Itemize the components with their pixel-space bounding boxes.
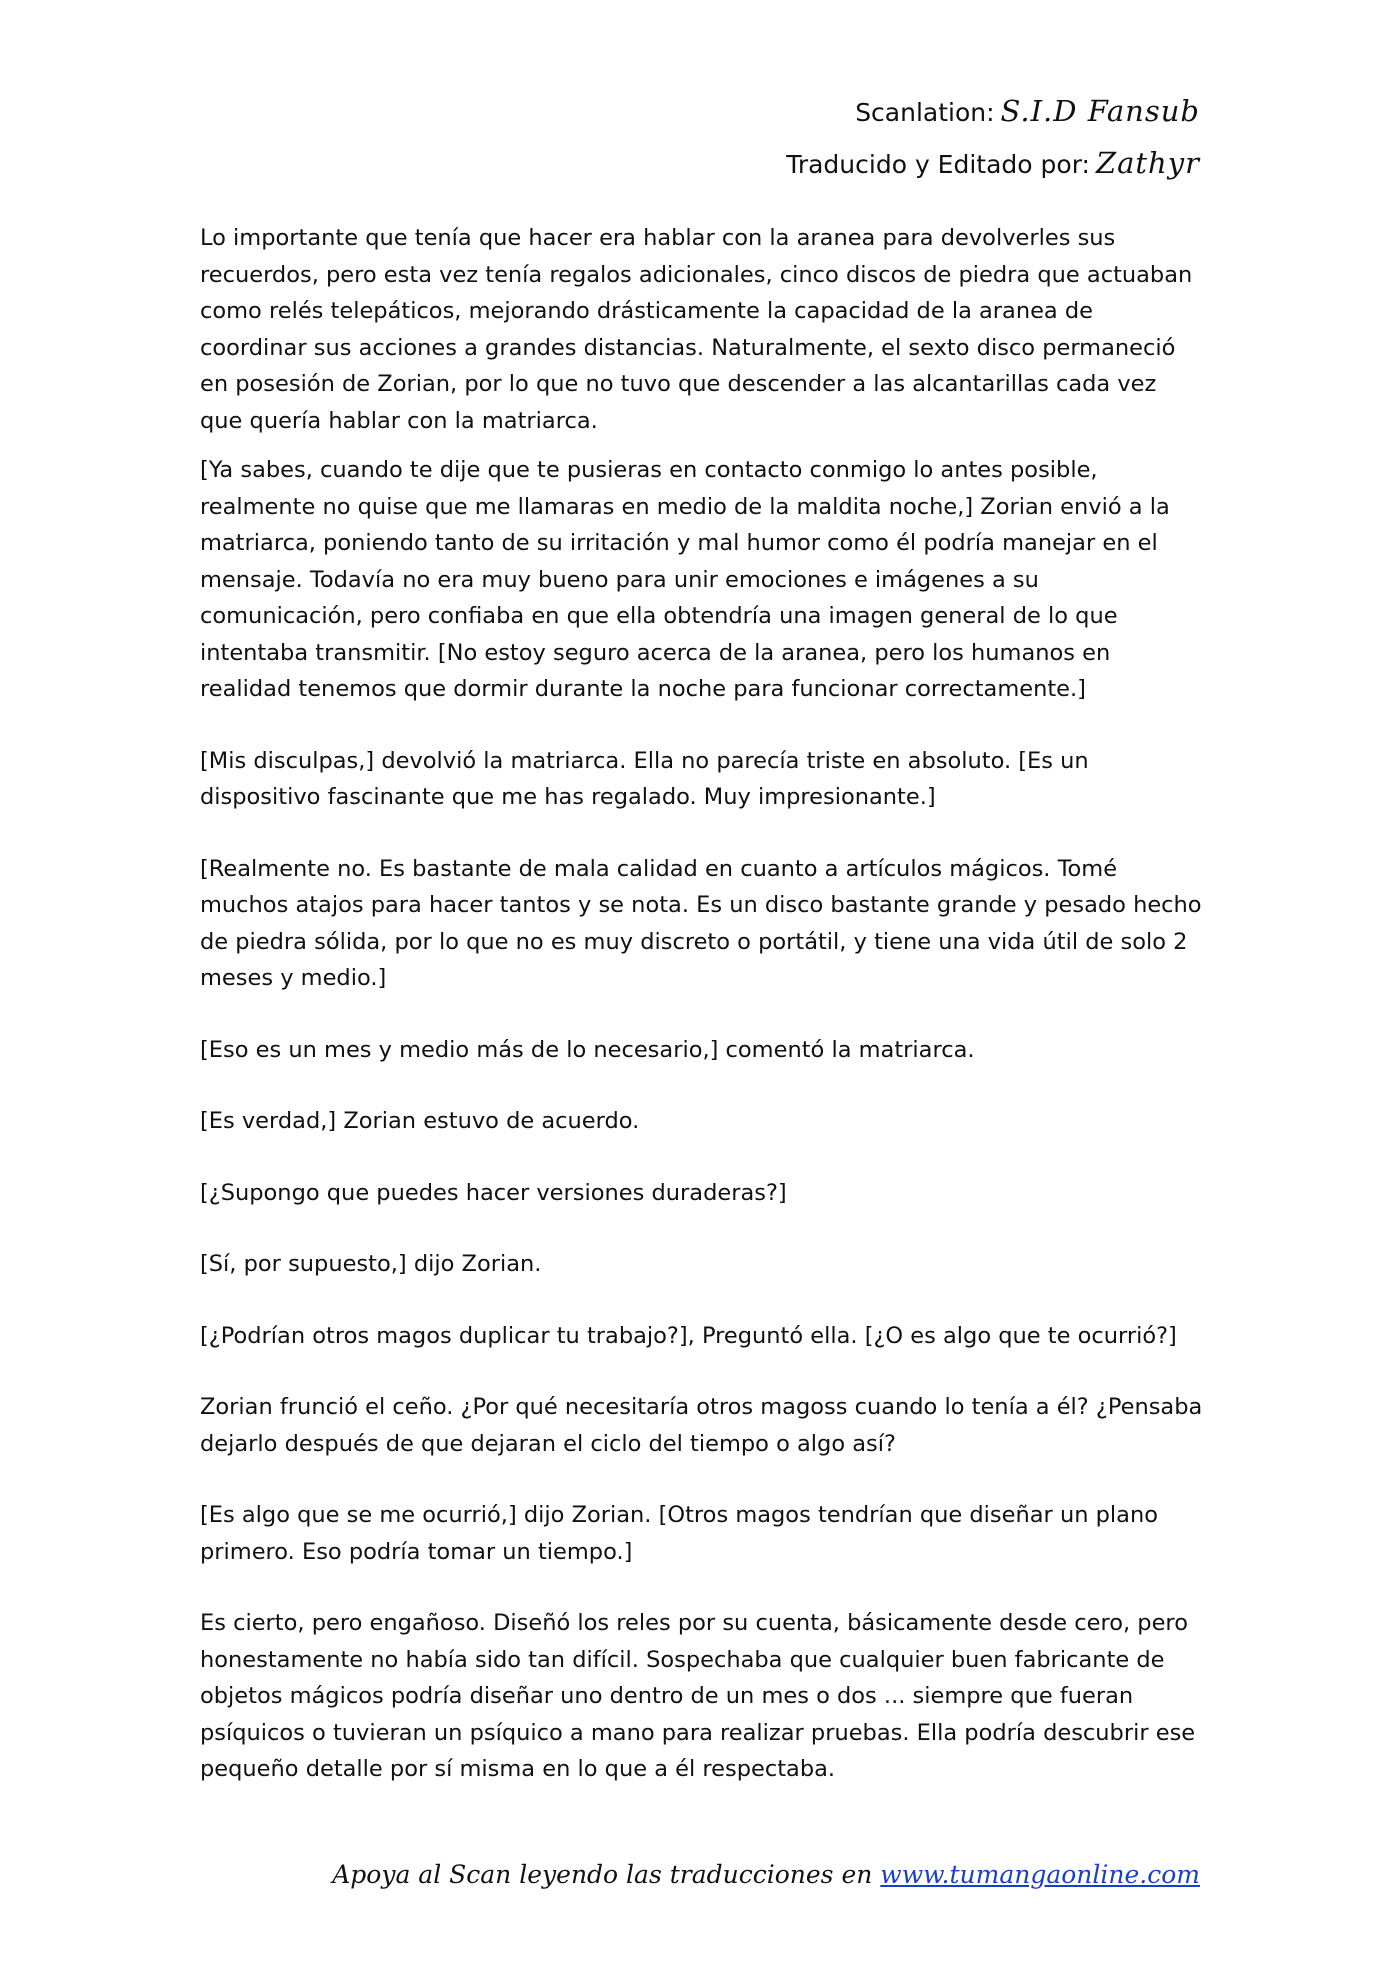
paragraph-3: [Mis disculpas,] devolvió la matriarca. Ella no parecía triste en absoluto. [Es un dispositivo fascinante que me has regalado. Muy impresionante.] xyxy=(200,747,1089,810)
paragraph-7: [¿Supongo que puedes hacer versiones duraderas?] xyxy=(200,1179,787,1206)
scanlation-label: Scanlation: xyxy=(855,98,995,127)
website-link[interactable]: www.tumangaonline.com xyxy=(880,1860,1200,1889)
footer-promo xyxy=(332,1860,1200,1889)
paragraph-2: [Ya sabes, cuando te dije que te pusieras en contacto conmigo lo antes posible, realmente no quise que me llamaras en medio de la maldita noche,] Zorian envió a la matriarca, poniendo tanto de su irritación y mal humor como él podría manejar en el mensaje. Todavía no era muy bueno para unir emociones e imágenes a su comunicación, pero confiaba en que ella obtendría una imagen general de lo que intentaba transmitir. [No estoy seguro acerca de la aranea, pero los humanos en realidad tenemos que dormir durante la noche para funcionar correctamente.] xyxy=(200,457,1170,702)
paragraph-9: [¿Podrían otros magos duplicar tu trabajo?], Preguntó ella. [¿O es algo que te ocurrió?] xyxy=(200,1322,1177,1349)
credits-header xyxy=(786,86,1200,190)
paragraph-6: [Es verdad,] Zorian estuvo de acuerdo. xyxy=(200,1108,640,1134)
scanlation-group: S.I.D Fansub xyxy=(1000,94,1200,128)
footer-text: Apoya al Scan leyendo las traducciones en xyxy=(332,1860,881,1889)
paragraph-1: Lo importante que tenía que hacer era hablar con la aranea para devolverles sus recuerdos, pero esta vez tenía regalos adicionales, cinco discos de piedra que actuaban como relés telepáticos, mejorando drásticamente la capacidad de la aranea de coordinar sus acciones a grandes distancias. Naturalmente, el sexto disco permaneció en posesión de Zorian, por lo que no tuvo que descender a las alcantarillas cada vez que quería hablar con la matriarca. xyxy=(200,225,1193,434)
translator-name: Zathyr xyxy=(1095,146,1200,180)
paragraph-4: [Realmente no. Es bastante de mala calidad en cuanto a artículos mágicos. Tomé muchos atajos para hacer tantos y se nota. Es un disco bastante grande y pesado hecho de piedra sólida, por lo que no es muy discreto o portátil, y tiene una vida útil de solo 2 meses y medio.] xyxy=(200,855,1202,991)
translator-label: Traducido y Editado por: xyxy=(786,150,1090,179)
paragraph-12: Es cierto, pero engañoso. Diseñó los reles por su cuenta, básicamente desde cero, pero honestamente no había sido tan difícil. Sospechaba que cualquier buen fabricante de objetos mágicos podría diseñar uno dentro de un mes o dos ... siempre que fueran psíquicos o tuvieran un psíquico a mano para realizar pruebas. Ella podría descubrir ese pequeño detalle por sí misma en lo que a él respectaba. xyxy=(200,1610,1196,1782)
paragraph-5: [Eso es un mes y medio más de lo necesario,] comentó la matriarca. xyxy=(200,1036,975,1063)
paragraph-10: Zorian frunció el ceño. ¿Por qué necesitaría otros magoss cuando lo tenía a él? ¿Pensaba dejarlo después de que dejaran el ciclo del tiempo o algo así? xyxy=(200,1394,1203,1457)
scanlation-credit xyxy=(786,86,1200,138)
translator-credit xyxy=(786,138,1200,190)
document-body xyxy=(200,220,1205,1788)
paragraph-8: [Sí, por supuesto,] dijo Zorian. xyxy=(200,1251,542,1277)
paragraph-11: [Es algo que se me ocurrió,] dijo Zorian. [Otros magos tendrían que diseñar un plano primero. Eso podría tomar un tiempo.] xyxy=(200,1502,1158,1565)
